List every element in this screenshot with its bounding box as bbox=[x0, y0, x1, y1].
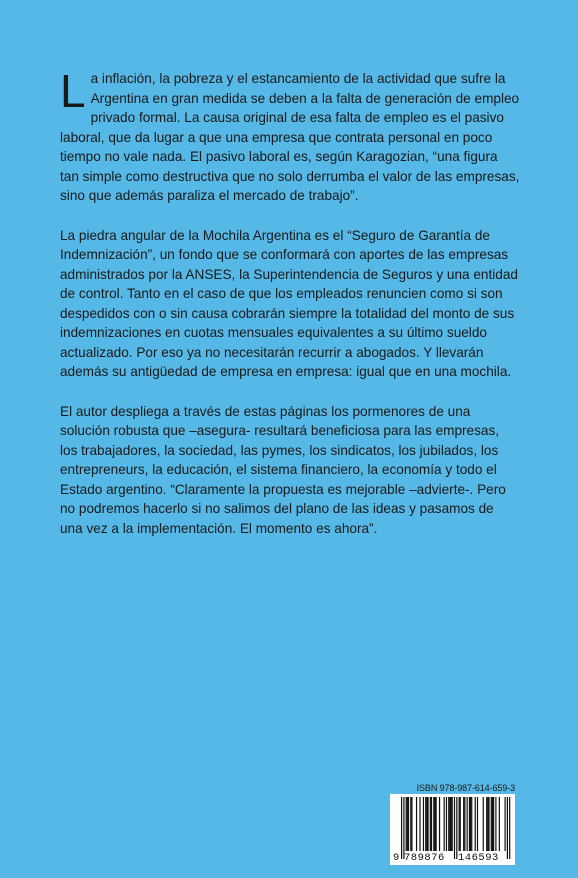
barcode-bar bbox=[505, 797, 506, 851]
synopsis-paragraph-2: La piedra angular de la Mochila Argentina es el “Seguro de Garantía de Indemnización”, un fondo que se conformará con aportes de las empresas administrados por la ANSES, la Superintendencia de Seguros y una entidad de control. Tanto en el caso de que los empleados renuncien como si son despedidos con o sin causa cobrarán siempre la totalidad del monto de sus indemnizaciones en cuotas mensuales equivalentes a su último sueldo actualizado. Por eso ya no necesitarán recurrir a abogados. Y llevarán además su antigüedad de empresa en empresa: igual que en una mochila. bbox=[60, 227, 518, 379]
barcode-bar bbox=[434, 797, 435, 851]
barcode-bar bbox=[406, 797, 407, 851]
synopsis-paragraph-3: El autor despliega a través de estas páginas los pormenores de una solución robusta que –asegura- resultará beneficiosa para las empresas, los trabajadores, la sociedad, las pymes, los sindicatos, los jubilados, los entrepreneurs, la educación, el sistema financiero, la economía y todo el Estado argentino. “Claramente la propuesta es mejorable –advierte-. Pero no podremos hacerlo si no salimos del plano de las ideas y pasamos de una vez a la implementación. El momento es ahora”. bbox=[60, 403, 506, 536]
isbn-label: ISBN 978-987-614-659-3 bbox=[416, 783, 515, 793]
barcode-bar bbox=[401, 797, 402, 859]
barcode-bar bbox=[509, 797, 510, 859]
barcode-bar bbox=[450, 797, 451, 851]
barcode-bar bbox=[493, 797, 494, 851]
barcode-bar bbox=[456, 797, 457, 859]
barcode-bar bbox=[436, 797, 437, 851]
barcode-digit-first: 9 bbox=[393, 852, 400, 864]
barcode-bar bbox=[483, 797, 484, 851]
barcode-bar bbox=[416, 797, 417, 851]
synopsis-text bbox=[60, 65, 520, 558]
barcode-bar bbox=[433, 797, 434, 851]
synopsis-paragraph-1-text: a inflación, la pobreza y el estancamiento de la actividad que sufre la Argentina en gran medida se deben a la falta de generación de empleo privado formal. La causa original de esa falta de empleo es el pasivo laboral, que da lugar a que una empresa que contrata personal en poco tiempo no vale nada. El pasivo laboral es, según Karagozian, “una figura tan simple como destructiva que no solo derrumba el valor de las empresas, sino que además paraliza el mercado de trabajo”. bbox=[60, 71, 520, 203]
barcode-bar bbox=[446, 797, 447, 851]
barcode-digits-left: 789876 bbox=[404, 852, 445, 864]
barcode-bar bbox=[411, 797, 412, 851]
barcode-bar bbox=[477, 797, 478, 851]
barcode-bar bbox=[459, 797, 460, 851]
barcode-digits-right: 146593 bbox=[458, 852, 499, 864]
barcode-bar bbox=[419, 797, 420, 851]
barcode-bar bbox=[403, 797, 404, 859]
barcode-bar bbox=[407, 797, 408, 851]
drop-cap-letter: L bbox=[60, 65, 86, 117]
barcode-bar bbox=[471, 797, 472, 851]
barcode-bar bbox=[448, 797, 449, 851]
barcode-bar bbox=[495, 797, 496, 851]
barcode-bar bbox=[408, 797, 409, 851]
barcode-bar bbox=[430, 797, 431, 851]
barcode-bar bbox=[449, 797, 450, 851]
barcode-bar bbox=[469, 797, 470, 851]
barcode-bar bbox=[488, 797, 489, 851]
barcode-bar bbox=[460, 797, 461, 851]
barcode-bar bbox=[452, 797, 453, 851]
barcode-bar bbox=[431, 797, 432, 851]
barcode-bar bbox=[427, 797, 428, 851]
barcode-bar bbox=[475, 797, 476, 851]
barcode-bar bbox=[499, 797, 500, 851]
barcode-bar bbox=[467, 797, 468, 851]
barcode-digits bbox=[390, 851, 515, 865]
barcode-area bbox=[390, 794, 515, 865]
barcode-bar bbox=[454, 797, 455, 859]
isbn-barcode bbox=[390, 783, 515, 865]
barcode-bar bbox=[439, 797, 440, 851]
barcode-bar bbox=[470, 797, 471, 851]
barcode-bar bbox=[487, 797, 488, 851]
barcode-bar bbox=[410, 797, 411, 851]
barcode-bar bbox=[486, 797, 487, 851]
barcode-bar bbox=[492, 797, 493, 851]
synopsis-paragraph-1 bbox=[60, 65, 520, 206]
barcode-bar bbox=[423, 797, 424, 851]
barcode-bar bbox=[491, 797, 492, 851]
barcode-bar bbox=[444, 797, 445, 851]
barcode-bar bbox=[425, 797, 426, 851]
barcode-bar bbox=[463, 797, 464, 851]
barcode-bar bbox=[426, 797, 427, 851]
barcode-bar bbox=[464, 797, 465, 851]
barcode-bar bbox=[507, 797, 508, 859]
